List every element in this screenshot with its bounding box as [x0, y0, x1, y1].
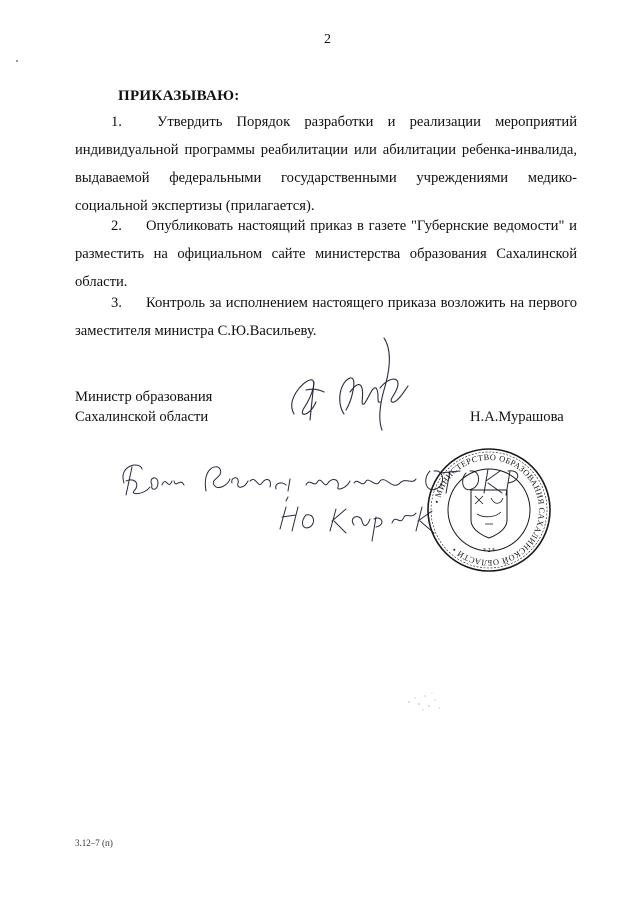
item-number: 1.	[111, 114, 122, 130]
item-number: 3.	[111, 295, 122, 311]
page-number: 2	[324, 32, 331, 47]
document-code: 3.12–7 (п)	[75, 838, 113, 848]
scan-noise	[405, 690, 445, 715]
item-text: Контроль за исполнением настоящего приказа возложить на первого заместителя министра С.Ю.Васильеву.	[75, 295, 577, 339]
order-item	[75, 108, 577, 220]
order-item	[75, 212, 577, 296]
signatory-name: Н.А.Мурашова	[470, 409, 564, 425]
item-text: Утвердить Порядок разработки и реализации мероприятий индивидуальной программы реабилитации или абилитации ребенка-инвалида, выдаваемой федеральными государственными учреждениями медико-социальной экспертизы (прилагается).	[75, 114, 577, 214]
signature-image	[280, 330, 420, 440]
item-text: Опубликовать настоящий приказ в газете "Губернские ведомости" и разместить на официальном сайте министерства образования Сахалинской области.	[75, 218, 577, 290]
item-number: 2.	[111, 218, 122, 234]
scan-speck	[16, 60, 18, 62]
order-heading: ПРИКАЗЫВАЮ:	[118, 88, 240, 104]
position-line: Министр образования	[75, 389, 213, 405]
official-seal	[425, 446, 553, 574]
svg-text:* 2 *: * 2 *	[483, 548, 495, 554]
svg-text:• МИНИСТЕРСТВО ОБРАЗОВАНИЯ САХ: • МИНИСТЕРСТВО ОБРАЗОВАНИЯ САХАЛИНСКОЙ ОБЛАСТИ •	[432, 452, 547, 568]
signatory-position	[75, 387, 212, 427]
position-line: Сахалинской области	[75, 409, 209, 425]
